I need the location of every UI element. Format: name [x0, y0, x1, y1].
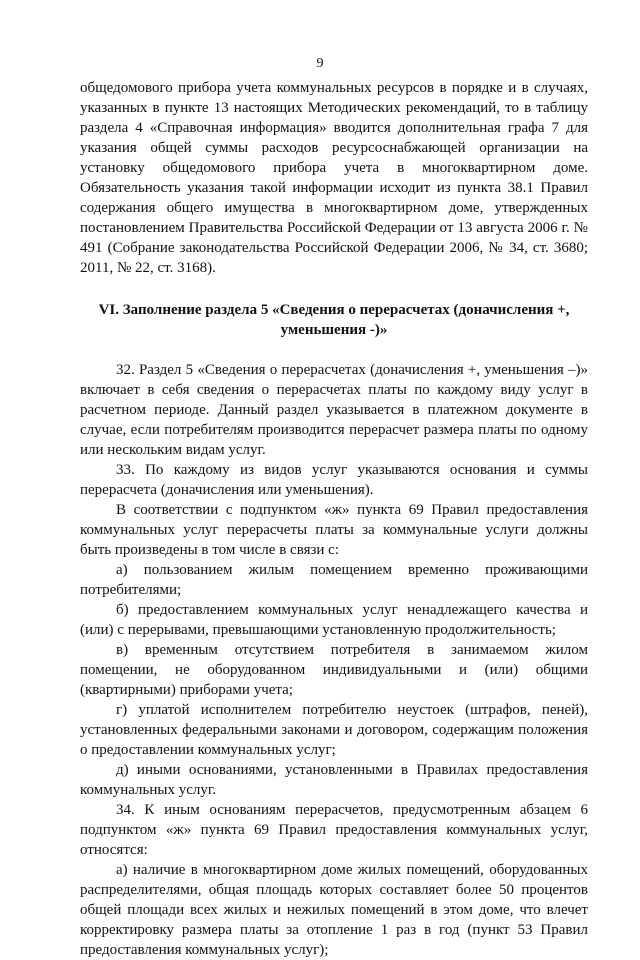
- paragraph-33-item-a: а) пользованием жилым помещением временно проживающими потребителями;: [80, 562, 588, 598]
- paragraph-33-item-b: б) предоставлением коммунальных услуг ненадлежащего качества и (или) с перерывами, превышающими установленную продолжительность;: [80, 602, 588, 638]
- paragraph-34-item-a: а) наличие в многоквартирном доме жилых помещений, оборудованных распределителями, общая площадь которых составляет более 50 процентов общей площади всех жилых и нежилых помещений в этом доме, что влечет корректировку размера платы за отопление 1 раз в год (пункт 53 Правил предоставления коммунальных услуг);: [80, 862, 588, 958]
- paragraph-33-item-d: д) иными основаниями, установленными в Правилах предоставления коммунальных услуг.: [80, 762, 588, 798]
- paragraph-33: 33. По каждому из видов услуг указываются основания и суммы перерасчета (доначисления или уменьшения).: [80, 462, 588, 498]
- paragraph-34: 34. К иным основаниям перерасчетов, предусмотренным абзацем 6 подпунктом «ж» пункта 69 Правил предоставления коммунальных услуг, относятся:: [80, 802, 588, 858]
- section-heading: [80, 300, 588, 340]
- page-number: 9: [316, 56, 324, 71]
- section-heading-line-2: уменьшения -)»: [280, 322, 388, 338]
- paragraph-continuation: общедомового прибора учета коммунальных ресурсов в порядке и в случаях, указанных в пункте 13 настоящих Методических рекомендаций, то в таблицу раздела 4 «Справочная информация» вводится дополнительная графа 7 для указания общей суммы расходов ресурсоснабжающей организации на установку общедомового прибора учета в многоквартирном доме. Обязательность указания такой информации исходит из пункта 38.1 Правил содержания общего имущества в многоквартирном доме, утвержденных постановлением Правительства Российской Федерации от 13 августа 2006 г. № 491 (Собрание законодательства Российской Федерации 2006, № 34, ст. 3680; 2011, № 22, ст. 3168).: [80, 80, 588, 276]
- paragraph-33-intro: В соответствии с подпунктом «ж» пункта 69 Правил предоставления коммунальных услуг перерасчеты платы за коммунальные услуги должны быть произведены в том числе в связи с:: [80, 502, 588, 558]
- document-body: [80, 78, 588, 960]
- paragraph-33-item-g: г) уплатой исполнителем потребителю неустоек (штрафов, пеней), установленных федеральными законами и договором, содержащим положения о предоставлении коммунальных услуг;: [80, 702, 588, 758]
- paragraph-33-item-v: в) временным отсутствием потребителя в занимаемом жилом помещении, не оборудованном индивидуальными и (или) общими (квартирными) приборами учета;: [80, 642, 588, 698]
- section-heading-line-1: VI. Заполнение раздела 5 «Сведения о перерасчетах (доначисления +,: [98, 302, 570, 318]
- paragraph-32: 32. Раздел 5 «Сведения о перерасчетах (доначисления +, уменьшения –)» включает в себя сведения о перерасчетах платы по каждому виду услуг в расчетном периоде. Данный раздел указывается в платежном документе в случае, если потребителям производится перерасчет размера платы по одному или нескольким видам услуг.: [80, 362, 588, 458]
